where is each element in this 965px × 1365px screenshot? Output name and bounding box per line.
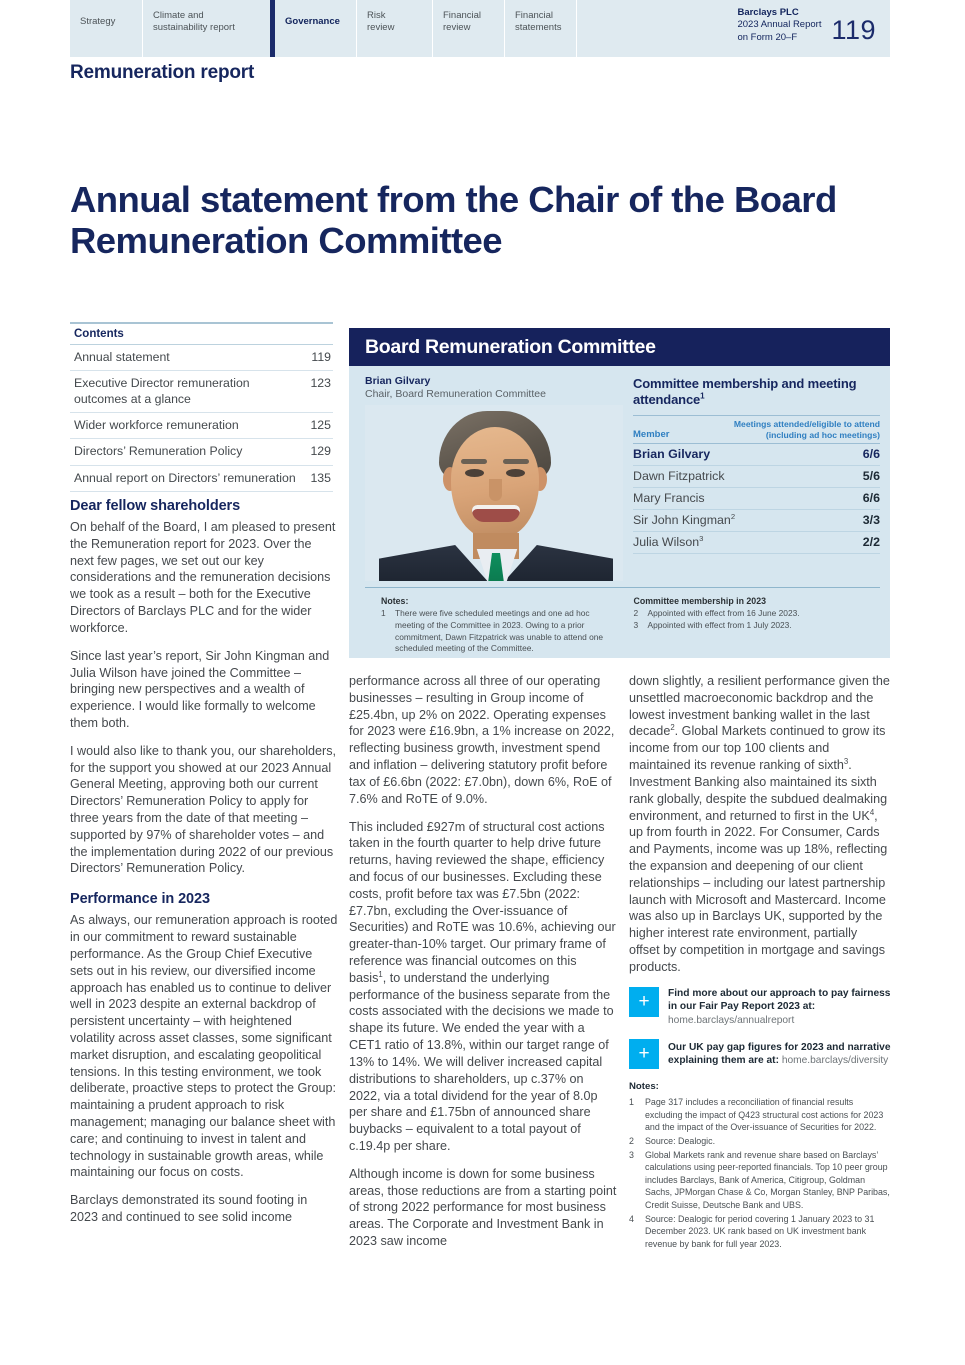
nav-item-climate-sustainability-report[interactable]: Climate and sustainability report bbox=[142, 0, 270, 57]
paragraph-right-1-footnote-4: 4 bbox=[869, 807, 875, 817]
left-text-column bbox=[70, 498, 338, 1237]
footnote-item bbox=[629, 1096, 891, 1134]
member-footnote: 2 bbox=[730, 512, 736, 522]
board-remuneration-committee-panel bbox=[349, 328, 890, 658]
member-name: Dawn Fitzpatrick bbox=[633, 469, 725, 484]
paragraph-right-1-part2: . Global Markets continued to grow its income from our top 100 clients and maintained its revenue ranking of sixth bbox=[629, 724, 886, 773]
paragraph-middle-2-footnote: 1 bbox=[378, 969, 383, 979]
chair-profile bbox=[365, 375, 623, 581]
contents-item-wider-workforce-remuneration[interactable] bbox=[70, 413, 333, 439]
note-number: 3 bbox=[633, 619, 639, 630]
note-text: There were five scheduled meetings and one ad hoc meeting of the Committee in 2023. Owing to a prior commitment, Dawn Fitzpatrick was unable to attend one scheduled meeting of the Committee. bbox=[395, 608, 604, 654]
paragraph-left-4: As always, our remuneration approach is rooted in our commitment to reward sustainable performance. As the Group Chief Executive sets out in his review, our diversified income approach has enabled us to continue to deliver well in 2023 despite an external backdrop of persistent uncertainty – with heightened volatility across asset classes, some significant market disruption, and escalating geopolitical tensions. In this testing environment, we took deliberate, proactive steps to protect the Group: maintaining a prudent approach to risk management; managing our balance sheet with care; and continuing to invest in talent and technology in sustainable growth areas, while maintaining our focus on costs. bbox=[70, 913, 338, 1180]
membership-note-item bbox=[634, 620, 869, 632]
note-number: 1 bbox=[629, 1096, 634, 1107]
nav-item-governance[interactable]: Governance bbox=[270, 0, 356, 57]
callout-pay-gap-figures[interactable] bbox=[629, 1039, 891, 1069]
chair-name: Brian Gilvary bbox=[365, 375, 431, 387]
membership-notes-title: Committee membership in 2023 bbox=[633, 596, 766, 606]
note-number: 2 bbox=[629, 1135, 634, 1146]
footnote-item bbox=[629, 1213, 891, 1251]
report-title-line1: 2023 Annual Report bbox=[737, 19, 822, 31]
contents-item-directors-remuneration-policy[interactable] bbox=[70, 439, 333, 465]
heading-dear-fellow-shareholders: Dear fellow shareholders bbox=[70, 498, 241, 514]
paragraph-right-1-part1: down slightly, a resilient performance given the unsettled macroeconomic backdrop and the lowest investment banking wallet in the last decade bbox=[629, 674, 890, 739]
panel-title: Board Remuneration Committee bbox=[349, 328, 890, 366]
member-name: Mary Francis bbox=[633, 491, 705, 506]
paragraph-left-2: Since last year’s report, Sir John Kingman and Julia Wilson have joined the Committee – bringing new perspectives and a wealth of experience. I would like formally to welcome them both. bbox=[70, 648, 330, 730]
note-text: Source: Dealogic. bbox=[645, 1135, 716, 1146]
footnotes-title: Notes: bbox=[629, 1080, 659, 1092]
note-text: Page 317 includes a reconciliation of financial results excluding the impact of Q423 structural cost actions for 2023 and the impact of the Over-issuance of Securities for 2022. bbox=[645, 1096, 884, 1133]
member-name bbox=[633, 513, 735, 527]
company-name: Barclays PLC bbox=[737, 6, 799, 18]
paragraph-right-1-footnote-2: 2 bbox=[670, 723, 675, 733]
panel-notes-title: Notes: bbox=[381, 596, 409, 606]
member-name-text: Julia Wilson bbox=[633, 535, 700, 550]
paragraph-left-1: On behalf of the Board, I am pleased to present the Remuneration report for 2023. Over the next few pages, we set out our key considerations and the remuneration decisions we took as a result – both for the Executive Directors of Barclays PLC and for the wider workforce. bbox=[70, 520, 336, 635]
callout-text bbox=[659, 987, 891, 1027]
section-label: Remuneration report bbox=[70, 62, 255, 83]
member-attendance: 6/6 bbox=[862, 491, 880, 506]
attendance-table-header bbox=[633, 416, 880, 444]
paragraph-right-1-part4: , up from fourth in 2022. For Consumer, Cards and Payments, income was up 18%, reflecting the expansion and deepening of our client relationships – including our latest partnership launch with Microsoft and Mastercard. Income was also up in Barclays UK, supported by the higher interest rate environment, partially offset by competition in mortgage and savings products. bbox=[629, 808, 888, 974]
footnote-item bbox=[629, 1149, 891, 1212]
contents-item-annual-report-on-directors-remuneration[interactable] bbox=[70, 466, 333, 492]
contents-heading: Contents bbox=[70, 322, 333, 345]
contents-item-label: Wider workforce remuneration bbox=[74, 418, 239, 433]
attendance-table bbox=[633, 415, 880, 554]
member-attendance: 2/2 bbox=[862, 535, 880, 550]
nav-spacer bbox=[576, 0, 737, 57]
note-text: Appointed with effect from 16 June 2023. bbox=[647, 608, 800, 618]
callout-bold-text: Find more about our approach to pay fairness in our Fair Pay Report 2023 at: bbox=[668, 987, 891, 1013]
attendance-title-footnote: 1 bbox=[700, 391, 705, 401]
attendance-section bbox=[633, 375, 880, 581]
right-text-column bbox=[629, 673, 891, 1252]
table-row bbox=[633, 510, 880, 532]
footnote-item bbox=[629, 1135, 891, 1148]
paragraph-right-1-footnote-3: 3 bbox=[843, 756, 849, 766]
column-header-meetings-line1: Meetings attended/eligible to attend bbox=[733, 419, 880, 430]
paragraph-middle-2-part2: , to understand the underlying performance of the business separate from the costs associated with the decisions we made to shape its future. We ended the year with a CET1 ratio of 13.8%, within our target range of 13% to 14%. We will deliver increased capital distributions to shareholders, up c.37% on 2022, via a total dividend for the year of 8.0p per share and £1.75bn of announced share buybacks – equivalent to a total payout of c.19.4p per share. bbox=[349, 970, 614, 1153]
table-row bbox=[633, 444, 880, 466]
callout-bold-text: Our UK pay gap figures for 2023 and narrative explaining them are at: bbox=[668, 1041, 891, 1066]
table-row bbox=[633, 466, 880, 488]
contents-item-label: Executive Director remuneration outcomes at a glance bbox=[74, 376, 250, 406]
plus-icon: + bbox=[629, 987, 659, 1017]
contents-item-page: 119 bbox=[311, 350, 331, 364]
nav-item-financial-review[interactable]: Financial review bbox=[432, 0, 504, 57]
note-number: 1 bbox=[381, 608, 386, 618]
callout-text bbox=[659, 1041, 891, 1068]
note-number: 4 bbox=[629, 1213, 634, 1224]
note-number: 3 bbox=[629, 1149, 634, 1160]
paragraph-left-5: Barclays demonstrated its sound footing in 2023 and continued to see solid income bbox=[70, 1193, 308, 1225]
note-number: 2 bbox=[633, 608, 639, 618]
contents-table bbox=[70, 322, 333, 492]
plus-icon: + bbox=[629, 1039, 659, 1069]
note-text: Appointed with effect from 1 July 2023. bbox=[647, 619, 792, 630]
attendance-title bbox=[633, 376, 880, 407]
nav-item-financial-statements[interactable]: Financial statements bbox=[504, 0, 576, 57]
contents-item-label: Annual report on Directors’ remuneration bbox=[74, 470, 296, 485]
paragraph-left-3: I would also like to thank you, our shareholders, for the support you showed at our 2023 Annual General Meeting, approving both our current Directors’ Remuneration Policy to apply for three years from the date of that meeting – supported by 97% of shareholder votes – and the implementation during 2022 of our previous Directors’ Remuneration Policy. bbox=[70, 743, 337, 876]
paragraph-right-1-part3: . Investment Banking also maintained its sixth rank globally, despite the subdued dealmaking environment, and returned to first in the UK bbox=[629, 758, 888, 823]
nav-item-risk-review[interactable]: Risk review bbox=[356, 0, 432, 57]
membership-note-item bbox=[634, 608, 869, 620]
contents-item-label: Directors’ Remuneration Policy bbox=[74, 444, 243, 459]
callout-link[interactable]: home.barclays/diversity bbox=[781, 1054, 889, 1066]
top-navigation-bar bbox=[70, 0, 890, 57]
member-name-text: Sir John Kingman bbox=[633, 513, 731, 528]
contents-item-label: Annual statement bbox=[74, 350, 170, 364]
panel-notes-column bbox=[381, 596, 616, 655]
footnotes-block bbox=[629, 1081, 891, 1251]
paragraph-middle-2-part1: This included £927m of structural cost actions taken in the fourth quarter to help drive future returns, having reviewed the shape, efficiency and focus of our businesses. Excluding these costs, profit before tax was £7.5bn (2022: £7.7bn, excluding the Over-issuance of Securities) and RoTE was 10.6%, achieving our greater-than-10% target. Our primary frame of reference was financial outcomes on this basis bbox=[349, 819, 616, 985]
member-name bbox=[633, 535, 703, 549]
page-number: 119 bbox=[831, 15, 876, 45]
callout-link[interactable]: home.barclays/annualreport bbox=[668, 1014, 795, 1026]
report-meta bbox=[737, 7, 890, 57]
member-name: Brian Gilvary bbox=[633, 447, 711, 462]
contents-item-executive-director-remuneration[interactable] bbox=[70, 371, 333, 413]
report-title-line2: on Form 20–F bbox=[737, 32, 798, 44]
member-footnote: 3 bbox=[699, 534, 704, 544]
paragraph-right-1 bbox=[629, 673, 891, 976]
member-attendance: 3/3 bbox=[862, 513, 880, 528]
chair-portrait-photo bbox=[365, 405, 623, 581]
page-title: Annual statement from the Chair of the Board Remuneration Committee bbox=[70, 179, 837, 261]
chair-role: Chair, Board Remuneration Committee bbox=[365, 388, 546, 400]
member-attendance: 6/6 bbox=[862, 447, 880, 462]
table-row bbox=[633, 488, 880, 510]
contents-item-annual-statement[interactable] bbox=[70, 345, 333, 371]
paragraph-middle-2 bbox=[349, 819, 617, 1155]
contents-item-page: 125 bbox=[310, 418, 331, 433]
paragraph-middle-1: performance across all three of our operating businesses – resulting in Group income of £25.4bn, up 2% on 2022. Operating expenses for 2023 were £16.9bn, a 1% increase on 2022, reflecting business growth, investment spend and inflation – delivering statutory profit before tax of £6.6bn (2022: £7.0bn), down 6%, RoE of 7.6% and RoTE of 9.0%. bbox=[349, 674, 615, 806]
paragraph-middle-3: Although income is down for some business areas, those reductions are from a starting point of strong 2022 performance for most business areas. The Corporate and Investment Bank in 2023 saw income bbox=[349, 1166, 617, 1248]
column-header-meetings bbox=[710, 419, 880, 440]
note-text: Global Markets rank and revenue share based on Barclays’ calculations using peer-reported financials. Top 10 peer group includes Barclays, Bank of America, Citigroup, Goldman Sachs, JPMorgan Chase & Co, Morgan Stanley, BNP Paribas, Credit Suisse, Deutsche Bank and UBS. bbox=[645, 1149, 890, 1211]
membership-notes-column bbox=[634, 596, 869, 655]
column-header-meetings-line2: (including ad hoc meetings) bbox=[765, 429, 880, 440]
panel-footnotes bbox=[365, 587, 880, 655]
attendance-title-text: Committee membership and meeting attendance bbox=[633, 376, 857, 407]
report-meta-text bbox=[737, 7, 821, 45]
column-header-member: Member bbox=[633, 428, 670, 440]
note-text: Source: Dealogic for period covering 1 January 2023 to 31 December 2023. UK rank based on UK investment bank revenue by bank for full year 2023. bbox=[645, 1213, 875, 1250]
contents-item-page: 135 bbox=[310, 470, 331, 485]
contents-item-page: 123 bbox=[310, 376, 331, 391]
contents-item-page: 129 bbox=[310, 444, 331, 459]
panel-note-item bbox=[381, 608, 616, 655]
nav-item-strategy[interactable]: Strategy bbox=[80, 15, 116, 27]
table-row bbox=[633, 532, 880, 554]
callout-fair-pay-report[interactable] bbox=[629, 987, 891, 1027]
middle-text-column bbox=[349, 673, 617, 1261]
member-attendance: 5/6 bbox=[862, 469, 880, 484]
heading-performance-in-2023: Performance in 2023 bbox=[70, 891, 210, 908]
